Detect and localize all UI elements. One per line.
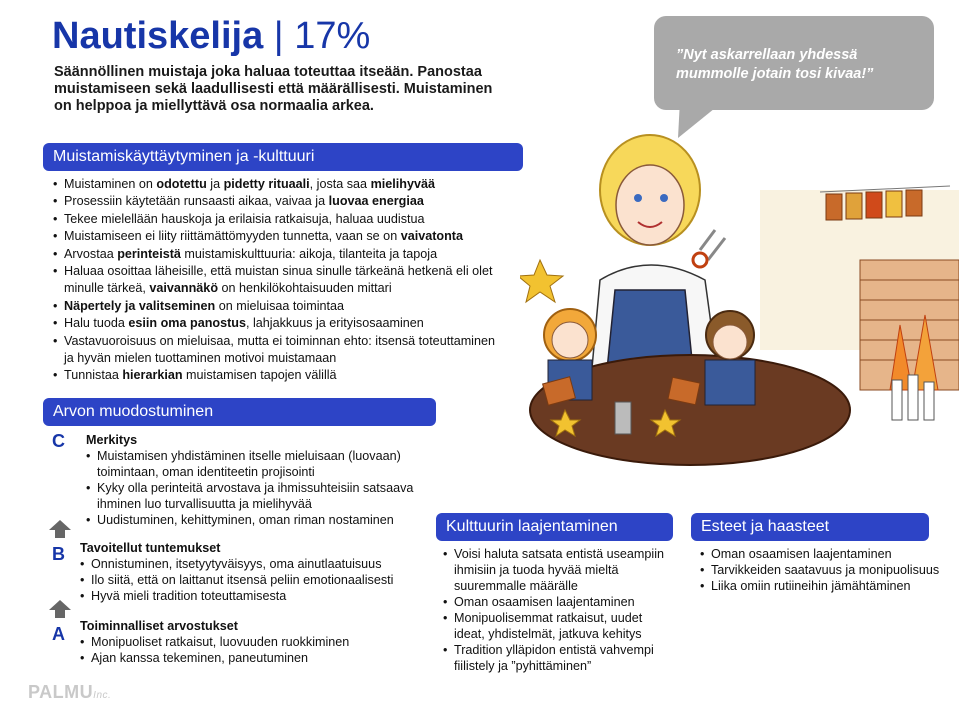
logo-name: PALMU <box>28 682 94 702</box>
behavior-item-text: Vastavuoroisuus on mieluisaa, mutta ei toiminnan ehto: itsensä toteuttaminen ja hyvän mielen tuottaminen motivoi muistamaan <box>64 333 495 366</box>
behavior-item-text: Arvostaa <box>64 246 118 261</box>
title-separator: | <box>273 15 284 57</box>
obstacles-list <box>700 546 940 594</box>
obstacles-item: • Oman osaamisen laajentaminen <box>700 546 940 562</box>
page-title <box>52 14 370 58</box>
behavior-item-text: Haluaa osoittaa läheisille, että muistan sinua sinulle tärkeänä hetkenä eli olet minulle tärkeä, <box>64 264 493 296</box>
behavior-item-text: on henkilökohtaisuuden mittari <box>218 281 392 296</box>
behavior-item-emphasis: pidetty rituaali <box>223 177 310 191</box>
behavior-item <box>53 298 495 315</box>
persona-intro: Säännöllinen muistaja joka haluaa toteuttaa itseään. Panostaa muistamiseen sekä laadullisesti että määrällisesti. Muistaminen on helppoa ja miellyttävä osa normaalia arkea. <box>54 64 493 114</box>
behavior-item-emphasis: mielihyvää <box>370 177 435 191</box>
behavior-item <box>53 315 495 332</box>
behavior-item-text: Halu tuoda <box>64 316 129 331</box>
level-b-letter: B <box>52 544 65 564</box>
obstacles-item: • Liika omiin rutiineihin jämähtäminen <box>700 578 940 594</box>
persona-percent: 17% <box>294 15 371 57</box>
level-a-letter: A <box>52 624 65 644</box>
behavior-item <box>53 263 495 298</box>
culture-item: • Monipuolisemmat ratkaisut, uudet ideat, yhdistelmät, jatkuva kehitys <box>443 610 668 642</box>
candles <box>892 375 934 420</box>
behavior-item-text: , josta saa <box>309 177 371 191</box>
value-header: Arvon muodostuminen <box>43 398 436 426</box>
culture-item: • Voisi haluta satsata entistä useampiin ihmisiin ja tuoda hyvää mieltä suuremmalle määrälle <box>443 546 668 594</box>
fireplace <box>860 260 959 390</box>
level-c-item: • Muistamisen yhdistäminen itselle mieluisaan (luovaan) toimintaan, oman identiteetin projisointi <box>86 448 426 480</box>
level-a-item: • Monipuoliset ratkaisut, luovuuden ruokkiminen <box>80 634 440 650</box>
behavior-item-text: muistamiskulttuuria: aikoja, tilanteita ja tapoja <box>180 246 438 261</box>
arrow-up-icon <box>49 600 71 618</box>
behavior-item-emphasis: vaivannäkö <box>149 281 219 296</box>
level-a-title: Toiminnalliset arvostukset <box>80 619 238 633</box>
behavior-item-emphasis: luovaa energiaa <box>328 194 424 209</box>
level-c-item: • Uudistuminen, kehittyminen, oman riman nostaminen <box>86 512 426 528</box>
behavior-item-text: Tekee mielellään hauskoja ja erilaisia ratkaisuja, haluaa uudistua <box>64 211 425 226</box>
culture-item: • Tradition ylläpidon entistä vahvempi fiilistely ja ”pyhittäminen” <box>443 642 668 674</box>
behavior-item <box>53 367 495 384</box>
level-b-item: • Ilo siitä, että on laittanut itsensä peliin emotionaalisesti <box>80 572 440 588</box>
behavior-item-text: Muistamiseen ei liity riittämättömyyden tunnetta, vaan se on <box>64 229 401 244</box>
behavior-header: Muistamiskäyttäytyminen ja -kulttuuri <box>43 143 523 171</box>
behavior-item-emphasis: hierarkian <box>122 368 183 383</box>
level-b-item: • Hyvä mieli tradition toteuttamisesta <box>80 588 440 604</box>
behavior-item <box>53 193 495 210</box>
behavior-item-text: muistamisen tapojen välillä <box>182 368 337 383</box>
level-a-item: • Ajan kanssa tekeminen, paneutuminen <box>80 650 440 666</box>
behavior-item-text: Prosessiin käytetään runsaasti aikaa, vaivaa ja <box>64 194 329 209</box>
behavior-item-text: Tunnistaa <box>64 368 123 383</box>
arrow-up-icon <box>49 520 71 538</box>
logo-suffix: Inc. <box>93 690 112 701</box>
level-c-title: Merkitys <box>86 433 138 447</box>
behavior-item-text: , lahjakkuus ja erityisosaaminen <box>246 316 424 331</box>
culture-item: • Oman osaamisen laajentaminen <box>443 594 668 610</box>
culture-list <box>443 546 668 674</box>
pencil-cup <box>615 402 631 434</box>
level-a-list <box>80 634 440 666</box>
crafting-family-illustration <box>520 110 959 510</box>
behavior-item <box>53 333 495 368</box>
speech-bubble-text: ”Nyt askarrellaan yhdessä mummolle jotain tosi kivaa!” <box>676 47 874 82</box>
level-c-letter: C <box>52 431 65 451</box>
behavior-item <box>53 211 495 228</box>
behavior-item <box>53 176 495 193</box>
behavior-item <box>53 246 495 263</box>
behavior-item-emphasis: perinteistä <box>117 246 181 261</box>
persona-name: Nautiskelija <box>52 15 264 57</box>
behavior-item-emphasis: esiin oma panostus <box>128 316 246 331</box>
level-c-item: • Kyky olla perinteitä arvostava ja ihmissuhteisiin satsaava ihminen luo turvallisuutta ja mielihyvää <box>86 480 426 512</box>
obstacles-header: Esteet ja haasteet <box>691 513 929 541</box>
behavior-item-text: ja <box>206 177 224 191</box>
level-b-item: • Onnistuminen, itsetyytyväisyys, oma ainutlaatuisuus <box>80 556 440 572</box>
culture-header: Kulttuurin laajentaminen <box>436 513 673 541</box>
behavior-item-emphasis: odotettu <box>156 177 207 191</box>
behavior-item-text: Muistaminen on <box>64 177 157 191</box>
behavior-item-emphasis: Näpertely ja valitseminen <box>64 298 216 313</box>
behavior-list <box>53 176 495 385</box>
level-b-list <box>80 556 440 604</box>
behavior-item-text: on mieluisaa toimintaa <box>215 298 345 313</box>
level-c-list <box>86 448 426 528</box>
palmu-logo <box>28 682 111 703</box>
obstacles-item: • Tarvikkeiden saatavuus ja monipuolisuus <box>700 562 940 578</box>
level-b-title: Tavoitellut tuntemukset <box>80 541 221 555</box>
behavior-item <box>53 228 495 245</box>
behavior-item-emphasis: vaivatonta <box>400 229 463 244</box>
